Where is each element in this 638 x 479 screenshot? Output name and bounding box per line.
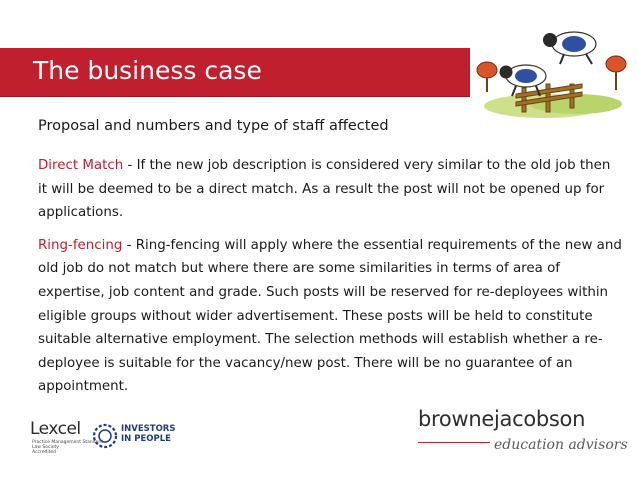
browne-jacobson-logo: [418, 407, 585, 431]
lexcel-line-2: Law Society: [32, 445, 59, 450]
sheep-jumping-fence-clipart: [466, 18, 636, 118]
paragraph-direct-match: [38, 154, 622, 225]
term-ring-fencing: Ring-fencing: [38, 237, 123, 253]
title-bar: [0, 48, 470, 96]
term-direct-match: Direct Match: [38, 158, 124, 173]
paragraph-ring-fencing-text: - Ring-fencing will apply where the essential requirements of the new and old job do not match but where there are some similarities in terms of area of expertise, job content and grade. Such posts will be reserved for re-deployees within eligible groups without wider advertisement. These posts will be held to constitute suitable alternative employment. The selection methods will establish whether a re-deployee is suitable for the vacancy/new post. There will be no guarantee of an appointment.: [38, 237, 622, 395]
paragraph-direct-match-text: - If the new job description is considered very similar to the old job then it will be deemed to be a direct match. As a result the post will not be opened up for applications.: [38, 158, 611, 221]
title-divider: [0, 96, 470, 97]
lexcel-line-3: Accredited: [32, 450, 56, 455]
accreditation-logos: [26, 418, 186, 458]
tagline-rule: [418, 442, 490, 443]
investors-in-people-logo: [121, 424, 175, 444]
slide-body: [38, 116, 622, 408]
subheading: Proposal and numbers and type of staff affected: [38, 118, 389, 134]
iip-line-2: IN PEOPLE: [121, 434, 171, 444]
slide-title: The business case: [33, 56, 262, 85]
brand-tagline: education advisors: [494, 437, 628, 453]
iip-line-1: INVESTORS: [121, 424, 176, 434]
lexcel-line-1: Practice Management Standard: [32, 440, 103, 445]
investors-in-people-icon: [92, 423, 118, 449]
brand-part-2: jacobson: [493, 407, 586, 431]
lexcel-logo: Lexcel: [30, 419, 81, 439]
brand-part-1: browne: [418, 407, 494, 431]
paragraph-ring-fencing: [38, 234, 622, 399]
